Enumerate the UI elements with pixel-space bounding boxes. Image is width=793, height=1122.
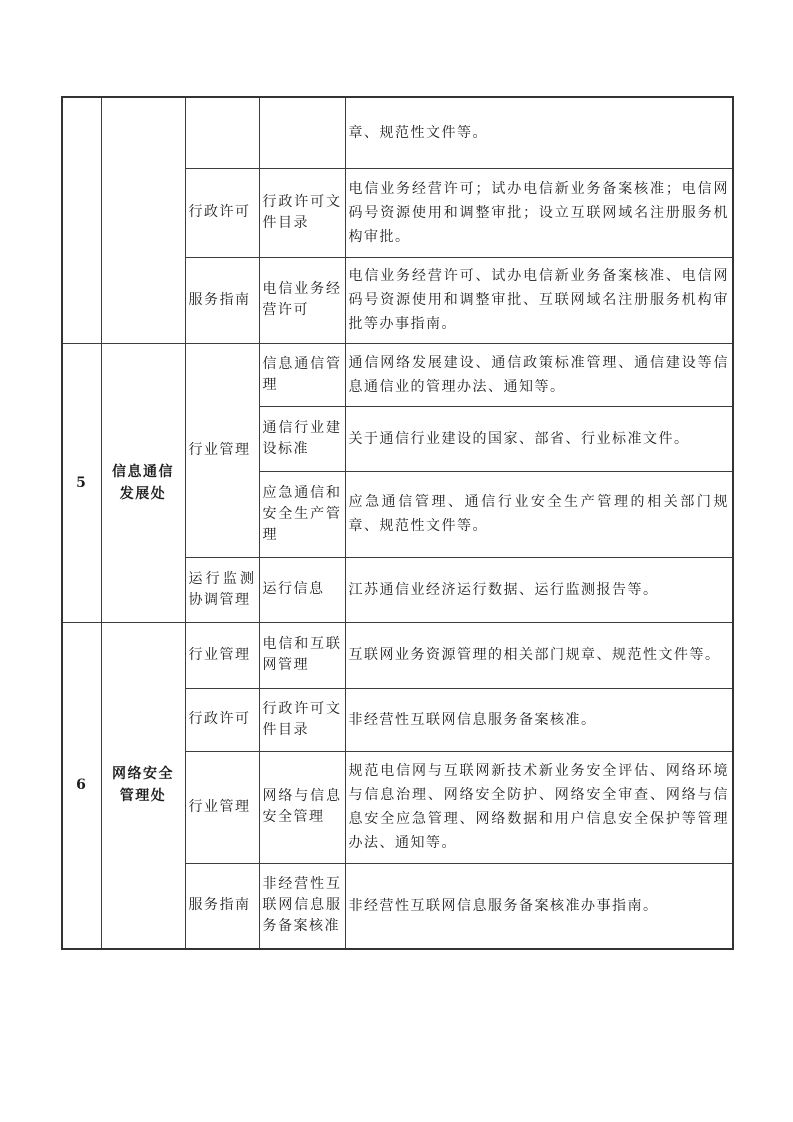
cell-subcategory: 运行信息 bbox=[259, 557, 345, 622]
cell-description: 互联网业务资源管理的相关部门规章、规范性文件等。 bbox=[345, 622, 733, 688]
cell-no: 5 bbox=[62, 343, 101, 622]
cell-description: 通信网络发展建设、通信政策标准管理、通信建设等信息通信业的管理办法、通知等。 bbox=[345, 343, 733, 406]
cell-subcategory: 行政许可文件目录 bbox=[259, 168, 345, 257]
cell-dept bbox=[101, 97, 185, 343]
cell-subcategory bbox=[259, 97, 345, 168]
cell-category: 服务指南 bbox=[185, 257, 259, 343]
table-row bbox=[62, 343, 733, 406]
cell-category: 行业管理 bbox=[185, 622, 259, 688]
cell-description: 应急通信管理、通信行业安全生产管理的相关部门规章、规范性文件等。 bbox=[345, 471, 733, 557]
cell-category: 行政许可 bbox=[185, 168, 259, 257]
cell-subcategory: 应急通信和安全生产管理 bbox=[259, 471, 345, 557]
cell-subcategory: 网络与信息安全管理 bbox=[259, 751, 345, 863]
cell-dept: 网络安全管理处 bbox=[101, 622, 185, 949]
cell-subcategory: 通信行业建设标准 bbox=[259, 406, 345, 471]
cell-no bbox=[62, 97, 101, 343]
cell-description: 江苏通信业经济运行数据、运行监测报告等。 bbox=[345, 557, 733, 622]
table-row bbox=[62, 97, 733, 168]
cell-category: 服务指南 bbox=[185, 863, 259, 949]
table-row bbox=[62, 622, 733, 688]
cell-category: 运行监测协调管理 bbox=[185, 557, 259, 622]
cell-dept: 信息通信发展处 bbox=[101, 343, 185, 622]
cell-description: 非经营性互联网信息服务备案核准办事指南。 bbox=[345, 863, 733, 949]
cell-subcategory: 行政许可文件目录 bbox=[259, 688, 345, 751]
cell-no: 6 bbox=[62, 622, 101, 949]
cell-subcategory: 电信和互联网管理 bbox=[259, 622, 345, 688]
cell-description: 电信业务经营许可、试办电信新业务备案核准、电信网码号资源使用和调整审批、互联网域名注册服务机构审批等办事指南。 bbox=[345, 257, 733, 343]
disclosure-table bbox=[61, 96, 734, 950]
cell-subcategory: 信息通信管理 bbox=[259, 343, 345, 406]
cell-description: 规范电信网与互联网新技术新业务安全评估、网络环境与信息治理、网络安全防护、网络安全审查、网络与信息安全应急管理、网络数据和用户信息安全保护等管理办法、通知等。 bbox=[345, 751, 733, 863]
cell-category bbox=[185, 97, 259, 168]
cell-description: 非经营性互联网信息服务备案核准。 bbox=[345, 688, 733, 751]
cell-description: 章、规范性文件等。 bbox=[345, 97, 733, 168]
cell-category: 行业管理 bbox=[185, 343, 259, 557]
cell-category: 行政许可 bbox=[185, 688, 259, 751]
cell-category: 行业管理 bbox=[185, 751, 259, 863]
cell-subcategory: 非经营性互联网信息服务备案核准 bbox=[259, 863, 345, 949]
cell-description: 关于通信行业建设的国家、部省、行业标准文件。 bbox=[345, 406, 733, 471]
cell-subcategory: 电信业务经营许可 bbox=[259, 257, 345, 343]
cell-description: 电信业务经营许可；试办电信新业务备案核准；电信网码号资源使用和调整审批；设立互联网域名注册服务机构审批。 bbox=[345, 168, 733, 257]
